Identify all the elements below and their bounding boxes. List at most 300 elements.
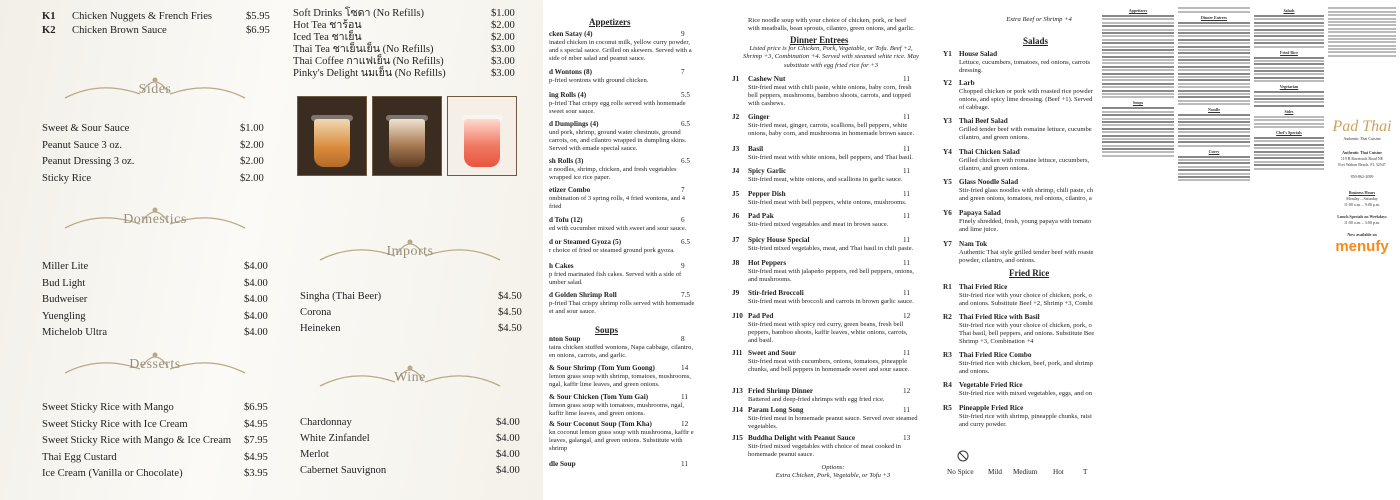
thumb-available-label: Now available on xyxy=(1347,232,1377,238)
thumb-address-1: 119 B Racetrack Road NE xyxy=(1340,156,1384,162)
desserts-ornament xyxy=(60,345,250,385)
dessert-item xyxy=(42,418,284,431)
item-price: $2.00 xyxy=(491,32,515,43)
item-name: dle Soup xyxy=(549,460,576,468)
thumb-lunch-hours: 11:00 a.m. – 3:00 p.m. xyxy=(1343,220,1381,226)
item-name: Soft Drinks โซดา (No Refills) xyxy=(293,8,425,19)
item-name: Sticky Rice xyxy=(42,172,92,184)
dinner-entree-item xyxy=(732,349,918,374)
item-price: $6.95 xyxy=(246,25,270,36)
item-name: ing Rolls (4) xyxy=(549,91,587,99)
item-name: Hot Peppers xyxy=(748,259,787,267)
item-code: K2 xyxy=(42,25,56,36)
item-price: 14 xyxy=(681,364,689,372)
appetizers-heading: Appetizers xyxy=(589,17,631,27)
item-price: $4.00 xyxy=(244,327,268,338)
item-price: 6.5 xyxy=(681,157,690,165)
spice-medium-label: Medium xyxy=(1013,468,1038,476)
item-name: Larb xyxy=(959,79,975,87)
item-description: r choice of fried or steamed ground pork gyoza. xyxy=(549,246,675,254)
item-price: 13 xyxy=(903,434,911,442)
dinner-entree-item xyxy=(732,190,918,207)
item-name: d or Steamed Gyoza (5) xyxy=(549,238,622,246)
item-code: R1 xyxy=(943,283,952,291)
item-name: d Dumplings (4) xyxy=(549,120,599,128)
dinner-entree-item xyxy=(732,406,918,431)
thumb-lunch-title: Lunch Specials on Weekdays xyxy=(1337,214,1387,220)
item-price: 11 xyxy=(903,212,910,220)
item-name: & Sour Chicken (Tom Yum Gai) xyxy=(549,393,649,401)
item-name: Buddha Delight with Peanut Sauce xyxy=(748,434,856,442)
item-name: & Sour Shrimp (Tom Yum Goong) xyxy=(549,364,655,372)
item-name: & Sour Coconut Soup (Tom Kha) xyxy=(549,420,652,428)
thumb-hours-days: Monday – Saturday xyxy=(1346,196,1378,202)
salad-item xyxy=(943,148,1097,173)
item-name: Pineapple Fried Rice xyxy=(959,404,1024,412)
dinner-entree-item xyxy=(732,113,918,138)
item-name: House Salad xyxy=(959,50,998,58)
item-name: d Wontons (8) xyxy=(549,68,593,76)
soup-item xyxy=(549,364,699,389)
item-name: Peanut Sauce 3 oz. xyxy=(42,139,123,151)
soup-item xyxy=(549,460,699,469)
item-price: $2.00 xyxy=(240,139,264,151)
dinner-entree-item xyxy=(732,289,918,306)
dessert-item xyxy=(42,434,284,447)
item-price: $3.95 xyxy=(244,468,268,479)
item-description: tains chicken stuffed wontons, Napa cabbage, cilantro, en onions, carrots, and garlic. xyxy=(549,343,693,359)
dinner-entree-item xyxy=(732,167,918,184)
item-name: Cabernet Sauvignon xyxy=(300,465,387,476)
item-name: Corona xyxy=(300,307,332,318)
item-name: Chicken Brown Sauce xyxy=(72,25,167,36)
dinner-entree-item xyxy=(732,387,918,404)
side-item xyxy=(42,172,280,185)
item-description: Stir-fried meat, ginger, carrots, scallions, bell peppers, white onions, baby corn, and mushrooms in homemade brown sauce. xyxy=(748,121,915,137)
sides-title: Sides xyxy=(138,82,172,97)
item-name: Nam Tok xyxy=(959,240,988,248)
dinner-entree-item xyxy=(732,236,918,253)
thumb-tagline: Authentic Thai Cuisine xyxy=(1343,136,1381,142)
item-price: $3.00 xyxy=(491,68,515,79)
fried-rice-item xyxy=(943,313,1097,347)
item-price: 12 xyxy=(903,387,911,395)
soups-heading: Soups xyxy=(595,325,619,335)
item-description: p-fried Thai crispy shrimp rolls served with homemade et and sour sauce. xyxy=(549,299,695,315)
fried-rice-heading: Fried Rice xyxy=(1009,268,1050,278)
domestic-beer-item xyxy=(42,260,284,273)
item-name: Thai Fried Rice with Basil xyxy=(959,313,1040,321)
item-description: Stir-fried meat with bell peppers, white onions, mushrooms. xyxy=(748,198,907,206)
item-description: Stir-fried rice with your choice of chicken, pork, o and onions. Substitute Beef +2, Shrimp +3, Combi xyxy=(959,291,1093,307)
item-price: $3.00 xyxy=(491,56,515,67)
thumb-logo: Pad Thai xyxy=(1332,118,1392,136)
item-price: $4.00 xyxy=(496,433,520,444)
wine-ornament xyxy=(315,358,505,398)
item-code: J6 xyxy=(732,212,740,220)
item-code: J13 xyxy=(732,387,743,395)
item-name: Thai Beef Salad xyxy=(959,117,1008,125)
appetizer-item xyxy=(549,68,699,85)
item-price: $4.50 xyxy=(498,291,522,302)
menu-page-appetizers-dinner xyxy=(543,0,935,500)
item-code: J8 xyxy=(732,259,740,267)
item-name: Heineken xyxy=(300,323,341,334)
item-name: sh Rolls (3) xyxy=(549,157,584,165)
item-description: Grilled chicken with romaine lettuce, cucumbers, cilantro, and green onions. xyxy=(959,156,1090,172)
item-name: d Golden Shrimp Roll xyxy=(549,291,617,299)
item-name: cken Satay (4) xyxy=(549,30,593,38)
desserts-title: Desserts xyxy=(129,357,181,372)
item-description: Battered and deep-fried shrimps with egg fried rice. xyxy=(748,395,885,403)
item-price: $2.00 xyxy=(240,156,264,167)
dinner-entree-item xyxy=(732,259,918,284)
item-name: Bud Light xyxy=(42,277,86,289)
item-price: 11 xyxy=(903,259,910,267)
item-code: Y6 xyxy=(943,209,952,217)
thai-tea-photo xyxy=(297,96,367,176)
item-description: Stir-fried mixed vegetables and meat in brown sauce. xyxy=(748,220,889,228)
item-name: nton Soup xyxy=(549,335,581,343)
wine-item xyxy=(300,416,536,429)
item-name: Singha (Thai Beer) xyxy=(300,291,382,302)
item-name: Budweiser xyxy=(42,294,88,305)
item-code: Y1 xyxy=(943,50,952,58)
item-price: 6 xyxy=(681,216,685,224)
item-description: p-fried Thai crispy egg rolls served with homemade sweet sour sauce. xyxy=(549,99,686,115)
item-code: J3 xyxy=(732,145,740,153)
item-name: d Tofu (12) xyxy=(549,216,583,224)
appetizer-item xyxy=(549,262,699,287)
thumb-phone: 850-862-2099 xyxy=(1350,174,1374,180)
options-text: Extra Chicken, Pork, Vegetable, or Tofu +3 xyxy=(775,472,891,479)
item-description: ed with cucumber mixed with sweet and sour sauce. xyxy=(549,224,687,232)
thumb-address-2: Fort Walton Beach, FL 32547 xyxy=(1338,162,1386,168)
item-price: 6.5 xyxy=(681,120,690,128)
item-name: Thai Coffee กาแฟเย็น (No Refills) xyxy=(293,56,444,67)
item-description: e noodles, shrimp, chicken, and fresh vegetables wrapped ice rice paper. xyxy=(549,165,677,181)
item-description: Stir-fried glass noodles with shrimp, chili paste, ch and green onions, tomatoes, red onions, cilantro, a xyxy=(959,186,1094,202)
item-price: 11 xyxy=(903,406,910,414)
pinkys-delight-photo xyxy=(447,96,517,176)
item-description: Stir-fried meat with cucumbers, onions, tomatoes, pineapple chunks, and bell peppers in homemade sweet and sour sauce. xyxy=(748,357,910,373)
item-description: Stir-fried meat with spicy red curry, green beans, fresh bell peppers, bamboo shoots, kaffir leaves, white onions, carrots, and basil. xyxy=(748,320,908,345)
item-name: h Cakes xyxy=(549,262,574,270)
item-code: J11 xyxy=(732,349,743,357)
thumb-col-3: Salads Fried Rice Vegetarian Sides Chef's Specials xyxy=(1254,6,1324,171)
item-price: $1.00 xyxy=(491,8,515,19)
appetizer-item xyxy=(549,238,699,255)
spice-hot-label: Hot xyxy=(1053,468,1064,476)
item-price: 11 xyxy=(681,393,688,401)
item-description: Stir-fried rice with shrimp, pineapple chunks, raisi and curry powder. xyxy=(959,412,1092,428)
item-code: R5 xyxy=(943,404,952,412)
item-price: $1.00 xyxy=(240,123,264,134)
item-price: 7.5 xyxy=(681,291,690,299)
item-price: $4.00 xyxy=(496,449,520,460)
item-price: $4.00 xyxy=(244,310,268,322)
item-description: p fried marinated fish cakes. Served with a side of umber salad. xyxy=(549,270,682,286)
dinner-entree-item xyxy=(732,312,918,346)
wine-item xyxy=(300,432,536,445)
full-menu-thumbnail xyxy=(1098,0,1400,500)
item-price: 11 xyxy=(903,236,910,244)
item-name: Thai Chicken Salad xyxy=(959,148,1020,156)
noodle-soup-intro: Rice noodle soup with your choice of chicken, pork, or beef with meatballs, bean sprouts, cilantro, green onions, and garlic. xyxy=(748,17,915,33)
side-item xyxy=(42,155,280,168)
item-price: 5.5 xyxy=(681,91,690,99)
soup-item xyxy=(549,420,699,454)
item-code: R2 xyxy=(943,313,952,321)
item-price: 11 xyxy=(903,145,910,153)
item-code: R3 xyxy=(943,351,952,359)
appetizer-item xyxy=(549,120,699,154)
item-price: $4.50 xyxy=(498,323,522,334)
fried-rice-item xyxy=(943,351,1097,376)
item-price: 12 xyxy=(903,312,911,320)
item-description: Stir-fried rice with your choice of chicken, pork, o Thai basil, bell peppers, and onions. Substitute Bee Shrimp +3, Combination +4 xyxy=(959,321,1095,346)
options-label: Options: xyxy=(821,464,845,471)
appetizer-item xyxy=(549,157,699,182)
thai-coffee-photo xyxy=(372,96,442,176)
item-description: Stir-fried meat with chili paste, white onions, baby corn, fresh bell peppers, mushrooms, bamboo shoots, carrots, and topped with cashews. xyxy=(748,83,912,108)
no-spice-icon xyxy=(957,450,969,462)
item-description: und pork, shrimp, ground water chestnuts, ground carrots, on, and cilantro wrapped in dumpling skins. Served with emade special sauce. xyxy=(549,128,687,153)
item-price: $2.00 xyxy=(491,20,515,31)
salad-item xyxy=(943,178,1097,203)
item-price: 11 xyxy=(903,75,910,83)
item-description: lemon grass soup with tomatoes, mushrooms, ngal, kaffir lime leaves, and green onions. xyxy=(549,401,684,417)
domestic-beer-item xyxy=(42,277,284,290)
item-name: Fried Shrimp Dinner xyxy=(748,387,814,395)
item-name: Merlot xyxy=(300,449,329,460)
item-price: 11 xyxy=(903,190,910,198)
item-name: Pad Ped xyxy=(748,312,774,320)
item-name: Cashew Nut xyxy=(748,75,786,83)
item-price: 9 xyxy=(681,30,685,38)
item-name: Ice Cream (Vanilla or Chocolate) xyxy=(42,468,183,479)
item-name: Peanut Dressing 3 oz. xyxy=(42,156,135,167)
item-name: Basil xyxy=(748,145,764,153)
item-code: J1 xyxy=(732,75,740,83)
dinner-entree-item xyxy=(732,434,918,459)
item-price: $3.00 xyxy=(491,44,515,55)
item-price: $4.00 xyxy=(244,294,268,305)
dinner-entree-item xyxy=(732,212,918,229)
item-name: Thai Fried Rice xyxy=(959,283,1008,291)
item-price: $6.95 xyxy=(244,402,268,413)
dinner-entree-item xyxy=(732,75,918,109)
dessert-item xyxy=(42,401,284,414)
salads-heading: Salads xyxy=(1023,36,1049,46)
item-description: inated chicken in coconut milk, yellow curry powder, and s special sauce. Grilled on skewers. Served with a side of mber salad and peanut sauce. xyxy=(549,38,692,63)
thumb-hours-title: Business Hours xyxy=(1348,190,1376,196)
item-name: Michelob Ultra xyxy=(42,327,108,338)
item-code: R4 xyxy=(943,381,952,389)
item-name: Spicy House Special xyxy=(748,236,810,244)
item-price: $4.00 xyxy=(496,417,520,428)
item-name: Sweet & Sour Sauce xyxy=(42,123,130,134)
item-description: Chopped chicken or pork with roasted rice powder onions, and spicy lime dressing. (Beef +1). Served of cabbage. xyxy=(959,87,1093,112)
spice-none-label: No Spice xyxy=(947,468,974,476)
item-name: Thai Egg Custard xyxy=(42,451,117,463)
item-name: Thai Tea ชาเย็นเย็น (No Refills) xyxy=(293,44,434,55)
item-name: Vegetable Fried Rice xyxy=(959,381,1023,389)
imports-ornament xyxy=(315,232,505,272)
item-description: Stir-fried meat, white onions, and scallions in garlic sauce. xyxy=(748,175,903,183)
item-code: Y2 xyxy=(943,79,952,87)
appetizer-item xyxy=(549,291,699,316)
item-name: Ginger xyxy=(748,113,770,121)
domestics-ornament xyxy=(60,200,250,240)
item-description: lemon grass soup with shrimp, tomatoes, mushrooms, ngal, kaffir lime leaves, and green onions. xyxy=(549,372,691,388)
item-price: 11 xyxy=(903,289,910,297)
item-code: J4 xyxy=(732,167,740,175)
salad-item xyxy=(943,240,1097,265)
item-name: Iced Tea ชาเย็น xyxy=(293,32,362,43)
thumb-hours-times: 11:00 a.m. – 9:00 p.m. xyxy=(1343,202,1381,208)
thumb-restaurant-name: Authentic Thai Cuisine xyxy=(1342,150,1382,156)
item-price: $5.95 xyxy=(246,11,270,22)
item-price: $4.00 xyxy=(244,261,268,272)
fried-rice-item xyxy=(943,381,1097,398)
item-code: Y3 xyxy=(943,117,952,125)
item-description: Stir-fried rice with chicken, beef, pork, and shrimp and onions. xyxy=(959,359,1093,375)
item-code: J2 xyxy=(732,113,740,121)
item-price: 7 xyxy=(681,186,685,194)
item-description: Grilled tender beef with romaine lettuce, cucumbe cilantro, and green onions. xyxy=(959,125,1092,141)
item-price: 11 xyxy=(903,113,910,121)
dinner-entree-item xyxy=(732,145,918,162)
side-item xyxy=(42,122,280,135)
drink-item xyxy=(293,67,531,80)
item-price: 9 xyxy=(681,262,685,270)
item-price: $4.95 xyxy=(244,418,268,430)
item-price: 6.5 xyxy=(681,238,690,246)
menu-photo-panel xyxy=(0,0,543,500)
fried-rice-item xyxy=(943,404,1097,429)
salad-item xyxy=(943,79,1097,113)
dessert-item xyxy=(42,467,284,480)
appetizer-item xyxy=(549,216,699,233)
item-price: 11 xyxy=(681,460,688,468)
item-name: Thai Fried Rice Combo xyxy=(959,351,1032,359)
item-code: Y7 xyxy=(943,240,952,248)
item-price: $4.00 xyxy=(244,277,268,289)
item-price: $4.50 xyxy=(498,307,522,318)
item-price: 11 xyxy=(903,349,910,357)
item-price: 11 xyxy=(903,167,910,175)
item-description: kn coconut lemon grass soup with mushrooms, kaffir e leaves, galangal, and green onions. Substitute with shrimp xyxy=(549,428,694,453)
item-description: p-fried wontons with ground chicken. xyxy=(549,76,649,84)
item-name: Glass Noodle Salad xyxy=(959,178,1019,186)
item-description: Stir-fried mixed vegetables with choice of meat cooked in homemade peanut sauce. xyxy=(748,442,901,458)
item-price: $7.95 xyxy=(244,435,268,446)
dessert-item xyxy=(42,451,284,464)
spice-thai-hot-label: T xyxy=(1083,468,1088,476)
dinner-price-note: Listed price is for Chicken, Pork, Vegetable, or Tofu. Beef +2, Shrimp +3, Combination +4. Served with steamed white rice. May substitute with egg fried rice for +3 xyxy=(743,45,919,69)
imports-title: Imports xyxy=(386,244,434,259)
item-price: $2.00 xyxy=(240,172,264,184)
import-beer-item xyxy=(300,290,538,303)
item-code: J7 xyxy=(732,236,740,244)
item-name: etizer Combo xyxy=(549,186,591,194)
item-name: Param Long Song xyxy=(748,406,804,414)
wine-item xyxy=(300,448,536,461)
item-price: 7 xyxy=(681,68,685,76)
side-item xyxy=(42,139,280,152)
item-code: K1 xyxy=(42,11,56,22)
item-name: Miller Lite xyxy=(42,261,89,272)
item-code: Y5 xyxy=(943,178,952,186)
item-description: Finely shredded, fresh, young papaya with tomato and lime juice. xyxy=(959,217,1092,233)
item-name: Sweet Sticky Rice with Ice Cream xyxy=(42,418,188,430)
item-name: Pepper Dish xyxy=(748,190,786,198)
item-description: ombination of 3 spring rolls, 4 fried wontons, and 4 fried xyxy=(549,194,686,210)
menufy-logo[interactable]: menufy xyxy=(1335,238,1389,256)
domestic-beer-item xyxy=(42,293,284,306)
appetizer-item xyxy=(549,186,699,211)
salad-item xyxy=(943,50,1097,75)
fried-rice-item xyxy=(943,283,1097,308)
extra-beef-shrimp-note: Extra Beef or Shrimp +4 xyxy=(1006,16,1072,23)
spice-mild-label: Mild xyxy=(988,468,1002,476)
item-name: White Zinfandel xyxy=(300,433,370,444)
item-name: Chicken Nuggets & French Fries xyxy=(72,11,213,22)
import-beer-item xyxy=(300,322,538,335)
item-code: Y4 xyxy=(943,148,952,156)
thumb-col-2: Dinner Entrees Noodle Curry xyxy=(1178,6,1250,183)
item-description: Stir-fried rice with mixed vegetables, eggs, and on xyxy=(959,389,1092,397)
salad-item xyxy=(943,209,1097,234)
thumb-col-1: Appetizers Soups xyxy=(1102,6,1174,158)
item-name: Stir-fried Broccoli xyxy=(748,289,804,297)
item-description: Lettuce, cucumbers, tomatoes, red onions, carrots dressing. xyxy=(959,58,1090,74)
item-description: Stir-fried mixed vegetables, meat, and Thai basil in chili paste. xyxy=(748,244,914,252)
soup-item xyxy=(549,335,699,360)
item-code: J14 xyxy=(732,406,743,414)
appetizer-item xyxy=(549,91,699,116)
item-name: Sweet Sticky Rice with Mango xyxy=(42,402,174,413)
thumb-col-4 xyxy=(1328,6,1396,255)
item-name: Papaya Salad xyxy=(959,209,1001,217)
soup-item xyxy=(549,393,699,418)
appetizer-item xyxy=(549,30,699,64)
item-description: Stir-fried meat in homemade peanut sauce. Served over steamed vegetables. xyxy=(748,414,918,430)
item-code: J15 xyxy=(732,434,743,442)
sides-ornament xyxy=(60,70,250,110)
wine-title: Wine xyxy=(394,370,426,385)
item-name: Pinky's Delight นมเย็น (No Refills) xyxy=(293,68,446,79)
item-price: $4.95 xyxy=(244,451,268,463)
item-code: J5 xyxy=(732,190,740,198)
item-name: Sweet and Sour xyxy=(748,349,796,357)
item-description: Stir-fried meat with white onions, bell peppers, and Thai basil. xyxy=(748,153,913,161)
item-name: Yuengling xyxy=(42,310,86,322)
import-beer-item xyxy=(300,306,538,319)
item-price: 8 xyxy=(681,335,685,343)
salad-item xyxy=(943,117,1097,142)
menu-page-salads-fried-rice xyxy=(935,0,1098,500)
item-code: J10 xyxy=(732,312,743,320)
item-name: Spicy Garlic xyxy=(748,167,787,175)
item-description: Stir-fried meat with jalapeño peppers, red bell peppers, onions, and mushrooms. xyxy=(748,267,914,283)
item-price: 12 xyxy=(681,420,689,428)
item-name: Chardonnay xyxy=(300,417,352,428)
domestic-beer-item xyxy=(42,310,284,323)
item-name: Sweet Sticky Rice with Mango & Ice Cream xyxy=(42,435,232,446)
wine-item xyxy=(300,464,536,477)
